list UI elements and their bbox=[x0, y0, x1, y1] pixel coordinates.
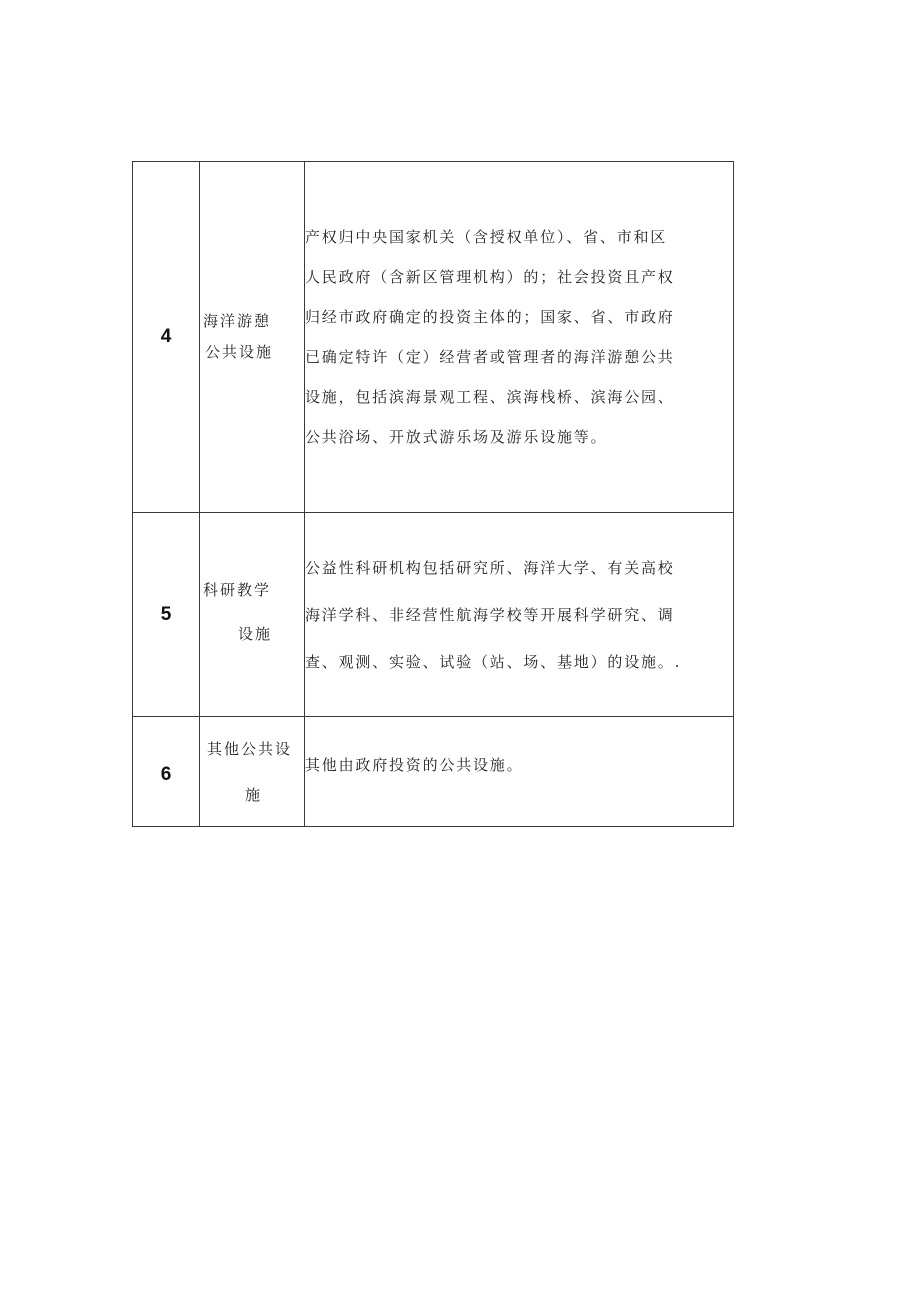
facility-description: 产权归中央国家机关（含授权单位）、省、市和区 人民政府（含新区管理机构）的；社会投资且产权 归经市政府确定的投资主体的；国家、省、市政府 已确定特许（定）经营者或管理者的海洋游憩公共 设施，包括滨海景观工程、滨海栈桥、滨海公园、 公共浴场、开放式游乐场及游乐设施等。 bbox=[305, 228, 675, 446]
facility-table bbox=[132, 161, 734, 827]
facility-name-line: 公共设施 bbox=[205, 343, 274, 361]
facility-name-cell bbox=[200, 513, 305, 717]
facility-description: 公益性科研机构包括研究所、海洋大学、有关高校 海洋学科、非经营性航海学校等开展科学研究、调 查、观测、实验、试验（站、场、基地）的设施。. bbox=[305, 559, 682, 671]
facility-name-line: 设施 bbox=[238, 625, 273, 643]
facility-description-cell bbox=[305, 717, 734, 827]
row-number: 4 bbox=[133, 162, 200, 513]
facility-name-cell bbox=[200, 717, 305, 827]
facility-name-line: 施 bbox=[245, 785, 263, 804]
table-row bbox=[133, 162, 734, 513]
facility-name-line: 海洋游憩 bbox=[203, 312, 272, 330]
facility-description: 其他由政府投资的公共设施。 bbox=[305, 756, 524, 774]
facility-name-line: 其他公共设 bbox=[207, 739, 293, 758]
table-row bbox=[133, 513, 734, 717]
row-number: 5 bbox=[133, 513, 200, 717]
row-number: 6 bbox=[133, 717, 200, 827]
facility-name-line: 科研教学 bbox=[203, 581, 272, 599]
facility-name-cell bbox=[200, 162, 305, 513]
facility-description-cell bbox=[305, 162, 734, 513]
facility-description-cell bbox=[305, 513, 734, 717]
table-row bbox=[133, 717, 734, 827]
